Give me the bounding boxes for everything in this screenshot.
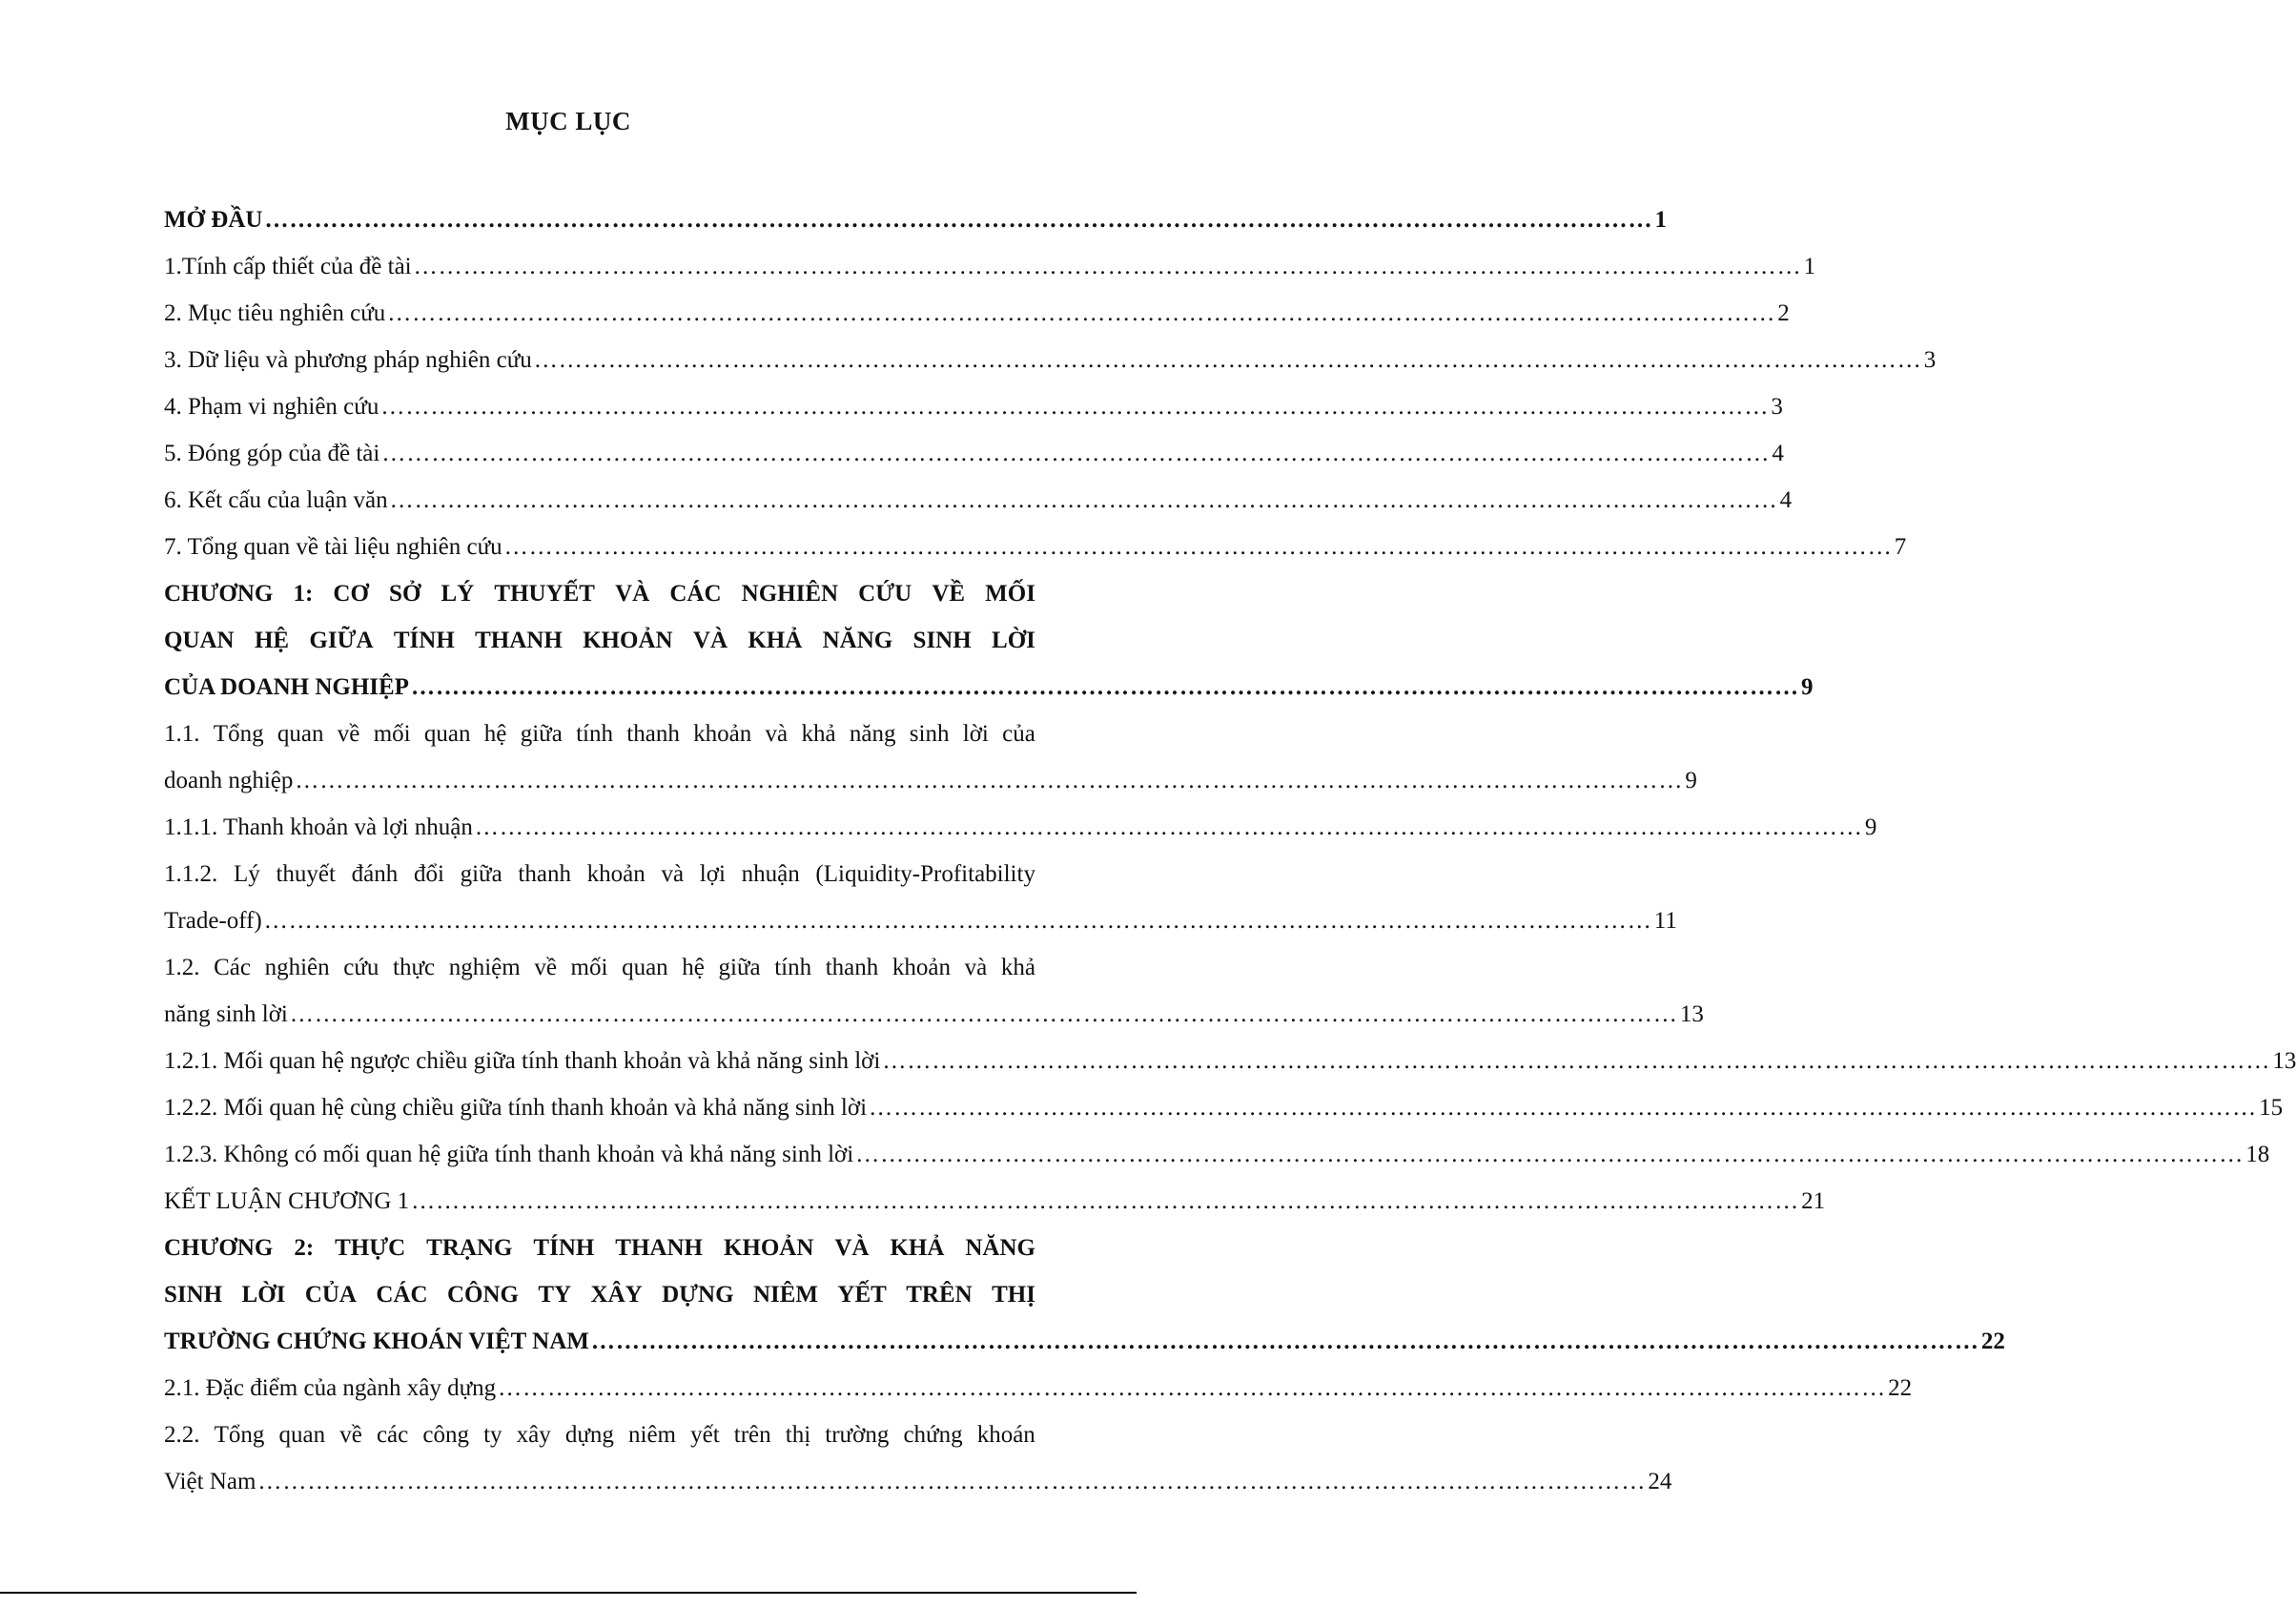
- word: quan: [278, 1422, 326, 1448]
- toc-page-number: 18: [2245, 1142, 2270, 1167]
- word: SINH: [164, 1282, 223, 1308]
- toc-entry-text: 1.2.1. Mối quan hệ ngược chiều giữa tính thanh khoản và khả năng sinh lời: [164, 1048, 881, 1074]
- toc-entry-line: [164, 944, 1035, 991]
- toc-entry-text: 1.Tính cấp thiết của đề tài: [164, 254, 412, 279]
- toc-dot-leader: ……………………………………………………………………………………………………………………………………………………: [474, 814, 1863, 840]
- toc-entry-line: [164, 897, 1677, 944]
- toc-dot-leader: ……………………………………………………………………………………………………………………………………………………: [869, 1095, 2258, 1121]
- toc-entry-line: [164, 991, 1704, 1038]
- toc-entry-line: [164, 383, 1783, 430]
- word: THỰC: [335, 1235, 406, 1261]
- toc-dot-leader: ……………………………………………………………………………………………………………………………………………………: [381, 441, 1771, 466]
- word: 1:: [293, 581, 314, 607]
- word: năng: [849, 721, 896, 747]
- toc-entry-text: 7. Tổng quan về tài liệu nghiên cứu: [164, 534, 502, 560]
- toc-page-number: 1: [1803, 254, 1816, 279]
- toc-entry-line: [164, 477, 1793, 524]
- toc-entry: [164, 804, 1877, 851]
- word: Tổng: [214, 1422, 265, 1448]
- word: nhuận: [741, 861, 800, 887]
- word: CÁC: [376, 1282, 428, 1308]
- word: niêm: [628, 1422, 677, 1448]
- word: NIÊM: [752, 1282, 819, 1308]
- word: VÀ: [834, 1235, 870, 1261]
- toc-entry-line: [164, 290, 1790, 337]
- toc-entry: [164, 477, 1793, 524]
- toc-entry: [164, 383, 1783, 430]
- toc-page-number: 15: [2259, 1095, 2284, 1121]
- toc-entry-line: [164, 617, 1035, 664]
- word: mối: [570, 955, 608, 980]
- toc-entry: [164, 1038, 2296, 1084]
- toc-entry: [164, 570, 1814, 711]
- word: LÝ: [441, 581, 475, 607]
- toc-entry-line: [164, 1178, 1826, 1225]
- toc-entry: [164, 524, 1907, 570]
- word: khả: [801, 721, 836, 747]
- toc-dot-leader: ……………………………………………………………………………………………………………………………………………………: [882, 1048, 2271, 1074]
- word: NGHIÊN: [741, 581, 839, 607]
- word: 2.2.: [164, 1422, 200, 1448]
- word: đổi: [413, 861, 444, 887]
- toc-page-number: 3: [1923, 347, 1937, 373]
- word: hệ: [483, 721, 507, 747]
- toc-entry-line: [164, 524, 1907, 570]
- toc-page-number: 9: [1800, 674, 1814, 700]
- word: (Liquidity-Profitability: [815, 861, 1035, 887]
- word: giữa: [460, 861, 502, 887]
- word: yết: [690, 1422, 720, 1448]
- word: và: [661, 861, 685, 887]
- toc-dot-leader: ……………………………………………………………………………………………………………………………………………………: [855, 1142, 2245, 1167]
- toc-entry: [164, 290, 1790, 337]
- toc-dot-leader: ……………………………………………………………………………………………………………………………………………………: [257, 1469, 1647, 1494]
- word: khoán: [976, 1422, 1035, 1448]
- toc-entry-text: doanh nghiệp: [164, 768, 294, 793]
- word: các: [376, 1422, 409, 1448]
- page-title: MỤC LỤC: [505, 107, 631, 135]
- word: THUYẾT: [494, 581, 595, 607]
- word: của: [1002, 721, 1035, 747]
- word: TY: [538, 1282, 572, 1308]
- toc-dot-leader: ……………………………………………………………………………………………………………………………………………………: [380, 394, 1770, 420]
- word: về: [339, 1422, 362, 1448]
- word: XÂY: [590, 1282, 643, 1308]
- toc-dot-leader: ……………………………………………………………………………………………………………………………………………………: [503, 534, 1893, 560]
- word: KHẢ: [748, 628, 803, 653]
- word: NĂNG: [965, 1235, 1035, 1261]
- word: LỜI: [992, 628, 1035, 653]
- word: trường: [825, 1422, 890, 1448]
- word: Lý: [233, 861, 260, 887]
- toc-entry-line: [164, 243, 1816, 290]
- word: quan: [423, 721, 471, 747]
- toc-entry-line: [164, 196, 1667, 243]
- toc-entry-line: [164, 1038, 2296, 1084]
- toc-entry-line: [164, 1225, 1035, 1271]
- word: KHOẢN: [583, 628, 673, 653]
- word: ty: [483, 1422, 502, 1448]
- toc-entry-text: 1.2.3. Không có mối quan hệ giữa tính thanh khoản và khả năng sinh lời: [164, 1142, 854, 1167]
- toc-entry-text: MỞ ĐẦU: [164, 207, 263, 233]
- toc-page-number: 13: [1679, 1001, 1704, 1027]
- word: thanh: [518, 861, 571, 887]
- toc-page-number: 9: [1864, 814, 1877, 840]
- toc-entry-text: 2.1. Đặc điểm của ngành xây dựng: [164, 1375, 497, 1401]
- word: 1.2.: [164, 955, 200, 980]
- word: MỐI: [985, 581, 1035, 607]
- toc-entry-line: [164, 1411, 1035, 1458]
- toc-page-number: 13: [2272, 1048, 2296, 1074]
- word: THANH: [475, 628, 563, 653]
- word: chứng: [903, 1422, 963, 1448]
- word: lời: [962, 721, 989, 747]
- toc-entry: [164, 1084, 2284, 1131]
- toc-page-number: 22: [1888, 1375, 1913, 1401]
- word: CÁC: [669, 581, 722, 607]
- word: THỊ: [992, 1282, 1035, 1308]
- toc-entry-line: [164, 570, 1035, 617]
- toc-entry-text: Trade-off): [164, 908, 262, 934]
- word: xây: [516, 1422, 551, 1448]
- word: tính: [774, 955, 812, 980]
- toc-page-number: 22: [1980, 1329, 2005, 1354]
- toc-entry: [164, 196, 1667, 243]
- toc-entry-line: [164, 1271, 1035, 1318]
- toc-entry: [164, 337, 1937, 383]
- word: khoản: [892, 955, 951, 980]
- toc-entry-text: 3. Dữ liệu và phương pháp nghiên cứu: [164, 347, 532, 373]
- toc-dot-leader: ……………………………………………………………………………………………………………………………………………………: [410, 674, 1799, 700]
- word: CHƯƠNG: [164, 1235, 274, 1261]
- toc-dot-leader: ……………………………………………………………………………………………………………………………………………………: [389, 487, 1778, 513]
- toc-dot-leader: ……………………………………………………………………………………………………………………………………………………: [387, 300, 1776, 326]
- toc-dot-leader: ……………………………………………………………………………………………………………………………………………………: [289, 1001, 1678, 1027]
- word: giữa: [520, 721, 563, 747]
- word: quan: [622, 955, 668, 980]
- toc-entry-text: 1.1.1. Thanh khoản và lợi nhuận: [164, 814, 473, 840]
- word: TRÊN: [906, 1282, 973, 1308]
- word: Tổng: [213, 721, 264, 747]
- toc-dot-leader: ……………………………………………………………………………………………………………………………………………………: [533, 347, 1922, 373]
- word: VÀ: [692, 628, 728, 653]
- word: cứu: [343, 955, 379, 980]
- toc-entry: [164, 1178, 1826, 1225]
- toc-entry-line: [164, 851, 1035, 897]
- word: và: [964, 955, 988, 980]
- toc-dot-leader: ……………………………………………………………………………………………………………………………………………………: [413, 254, 1802, 279]
- toc-page-number: 7: [1894, 534, 1907, 560]
- page-bottom-rule: [0, 1592, 1137, 1594]
- word: 1.1.2.: [164, 861, 218, 887]
- toc-entry-text: 4. Phạm vi nghiên cứu: [164, 394, 379, 420]
- toc-entry-text: KẾT LUẬN CHƯƠNG 1: [164, 1188, 410, 1214]
- toc-entry-text: năng sinh lời: [164, 1001, 288, 1027]
- word: CỦA: [304, 1282, 357, 1308]
- word: khoản: [693, 721, 752, 747]
- toc-page-number: 3: [1771, 394, 1783, 420]
- toc-page-number: 24: [1648, 1469, 1672, 1494]
- word: tính: [576, 721, 613, 747]
- toc-entry-line: [164, 1365, 1913, 1411]
- word: mối: [373, 721, 411, 747]
- word: lợi: [699, 861, 726, 887]
- toc-entry-text: 1.2.2. Mối quan hệ cùng chiều giữa tính thanh khoản và khả năng sinh lời: [164, 1095, 868, 1121]
- word: CƠ: [333, 581, 369, 607]
- toc-entry-line: [164, 804, 1877, 851]
- toc-entry-text: CỦA DOANH NGHIỆP: [164, 674, 409, 700]
- word: và: [765, 721, 789, 747]
- toc-entry-line: [164, 664, 1814, 711]
- toc-page-number: 4: [1779, 487, 1793, 513]
- table-of-contents: [164, 196, 2296, 1505]
- word: KHẢ: [890, 1235, 945, 1261]
- word: đánh: [351, 861, 399, 887]
- toc-entry: [164, 1365, 1913, 1411]
- toc-page-number: 4: [1772, 441, 1784, 466]
- toc-page-number: 11: [1653, 908, 1677, 934]
- toc-entry-text: 2. Mục tiêu nghiên cứu: [164, 300, 386, 326]
- toc-entry: [164, 711, 1697, 804]
- word: 1.1.: [164, 721, 200, 747]
- toc-entry-line: [164, 1131, 2270, 1178]
- word: thực: [393, 955, 436, 980]
- word: sinh: [909, 721, 950, 747]
- toc-entry: [164, 430, 1784, 477]
- word: HỆ: [254, 628, 290, 653]
- toc-dot-leader: ……………………………………………………………………………………………………………………………………………………: [295, 768, 1684, 793]
- word: THANH: [615, 1235, 703, 1261]
- toc-entry: [164, 944, 1704, 1038]
- word: CÔNG: [446, 1282, 519, 1308]
- toc-entry-line: [164, 1458, 1672, 1505]
- word: TÍNH: [533, 1235, 595, 1261]
- toc-entry-text: 6. Kết cấu của luận văn: [164, 487, 388, 513]
- word: trên: [733, 1422, 771, 1448]
- toc-entry-text: 5. Đóng góp của đề tài: [164, 441, 380, 466]
- toc-entry: [164, 243, 1816, 290]
- word: khả: [1000, 955, 1035, 980]
- toc-dot-leader: ……………………………………………………………………………………………………………………………………………………: [263, 908, 1652, 934]
- word: YẾT: [837, 1282, 887, 1308]
- word: CHƯƠNG: [164, 581, 274, 607]
- word: SINH: [912, 628, 972, 653]
- toc-page-number: 2: [1777, 300, 1790, 326]
- word: nghiệm: [448, 955, 521, 980]
- word: nghiên: [264, 955, 330, 980]
- word: LỜI: [241, 1282, 286, 1308]
- word: quan: [277, 721, 324, 747]
- word: KHOẢN: [723, 1235, 814, 1261]
- word: thuyết: [276, 861, 336, 887]
- word: GIỮA: [309, 628, 374, 653]
- word: SỞ: [389, 581, 421, 607]
- word: công: [422, 1422, 469, 1448]
- toc-entry: [164, 1131, 2270, 1178]
- word: về: [337, 721, 360, 747]
- toc-dot-leader: ……………………………………………………………………………………………………………………………………………………: [498, 1375, 1887, 1401]
- toc-entry: [164, 1225, 2005, 1365]
- toc-entry-line: [164, 1084, 2284, 1131]
- word: khoản: [586, 861, 646, 887]
- toc-entry-line: [164, 430, 1784, 477]
- word: giữa: [718, 955, 761, 980]
- word: TÍNH: [393, 628, 455, 653]
- word: TRẠNG: [426, 1235, 513, 1261]
- toc-entry-text: Việt Nam: [164, 1469, 256, 1494]
- word: CỨU: [858, 581, 912, 607]
- toc-entry-line: [164, 711, 1035, 757]
- word: hệ: [682, 955, 705, 980]
- word: NĂNG: [822, 628, 893, 653]
- toc-entry-line: [164, 337, 1937, 383]
- word: 2:: [294, 1235, 315, 1261]
- word: Các: [214, 955, 251, 980]
- toc-entry-line: [164, 757, 1697, 804]
- toc-page-number: 1: [1654, 207, 1667, 233]
- word: thanh: [626, 721, 680, 747]
- toc-page-number: 21: [1801, 1188, 1826, 1214]
- toc-entry: [164, 851, 1677, 944]
- toc-entry-text: TRƯỜNG CHỨNG KHOÁN VIỆT NAM: [164, 1329, 589, 1354]
- word: VÀ: [615, 581, 650, 607]
- word: thanh: [825, 955, 879, 980]
- toc-entry-line: [164, 1318, 2005, 1365]
- word: QUAN: [164, 628, 235, 653]
- toc-entry: [164, 1411, 1672, 1505]
- toc-dot-leader: ……………………………………………………………………………………………………………………………………………………: [411, 1188, 1800, 1214]
- word: VỀ: [932, 581, 966, 607]
- word: về: [534, 955, 557, 980]
- word: thị: [785, 1422, 811, 1448]
- word: DỰNG: [662, 1282, 734, 1308]
- toc-page-number: 9: [1685, 768, 1697, 793]
- toc-dot-leader: ……………………………………………………………………………………………………………………………………………………: [264, 207, 1653, 233]
- word: dựng: [564, 1422, 614, 1448]
- toc-dot-leader: ……………………………………………………………………………………………………………………………………………………: [590, 1329, 1979, 1354]
